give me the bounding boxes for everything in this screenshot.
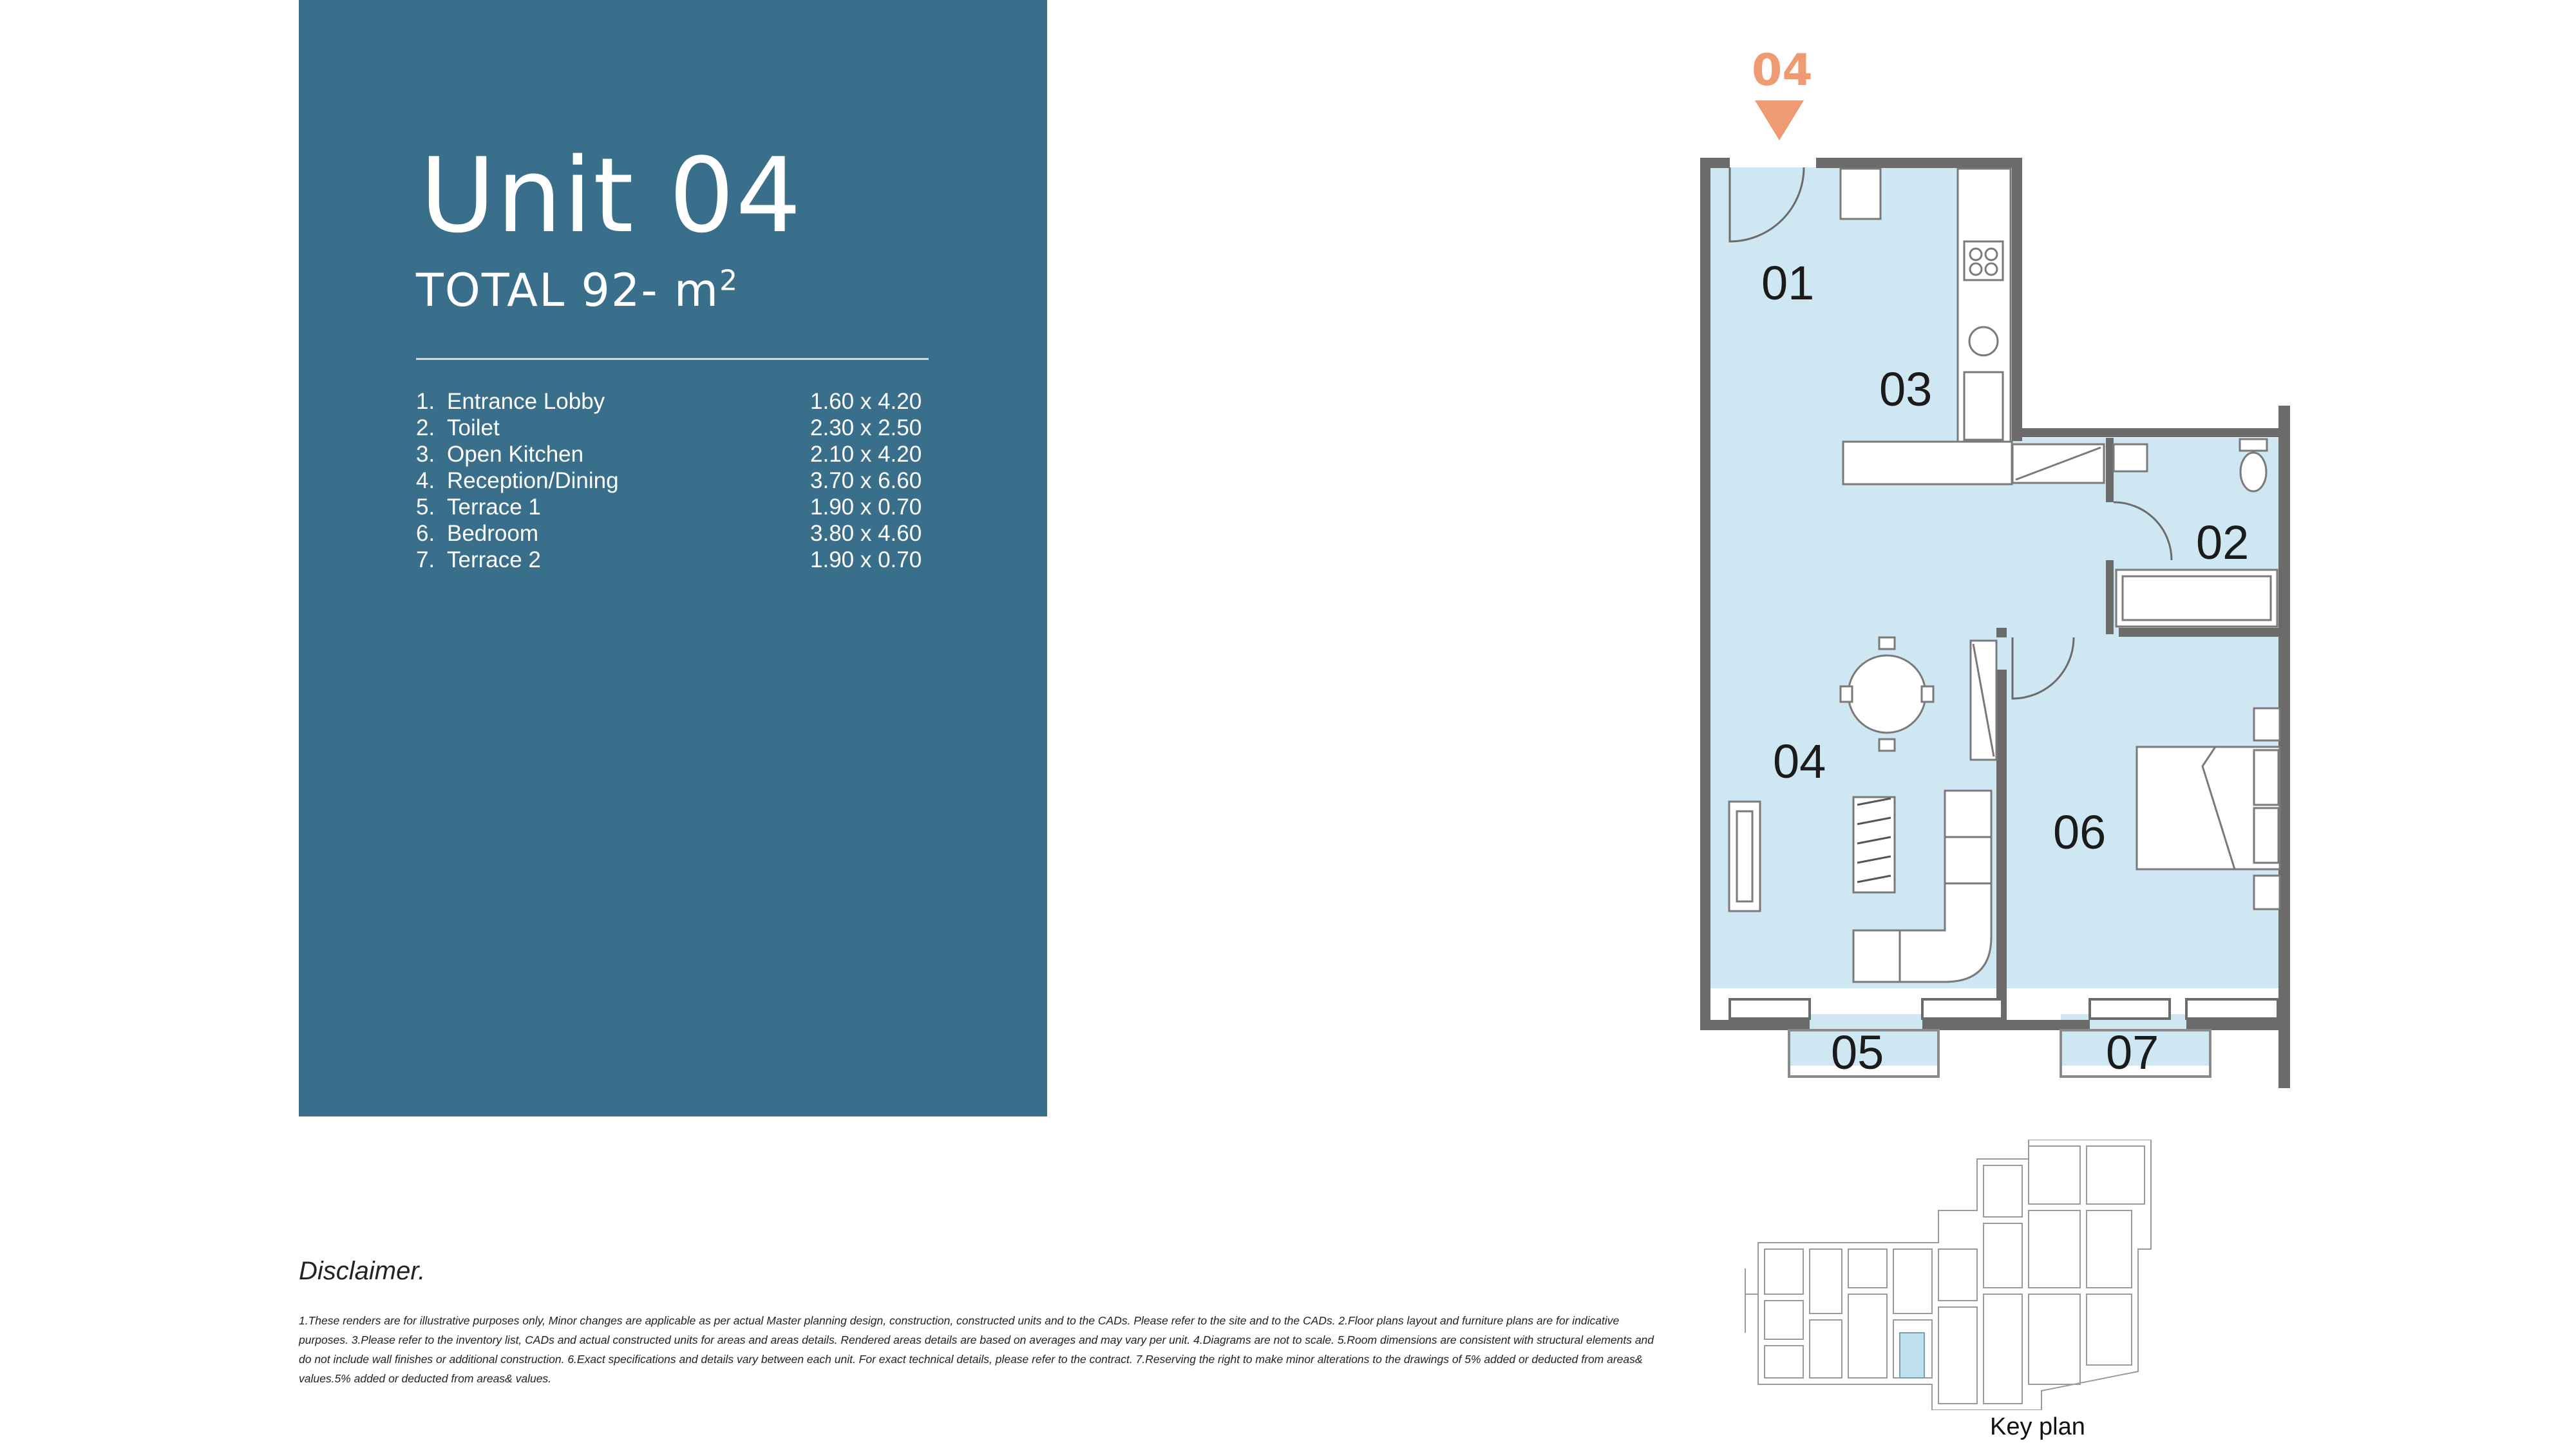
- room-number: 3.: [416, 442, 435, 467]
- room-dimensions: 2.30 x 2.50: [810, 415, 922, 440]
- room-number: 7.: [416, 547, 435, 572]
- room-name: Open Kitchen: [447, 442, 584, 467]
- unit-title: Unit 04: [420, 135, 803, 256]
- room-list-item: [416, 415, 957, 442]
- room-name: Terrace 1: [447, 494, 541, 520]
- room-label-07: 07: [2106, 1026, 2159, 1079]
- room-label-05: 05: [1831, 1026, 1884, 1079]
- total-area-text: TOTAL 92- m: [416, 264, 720, 317]
- room-list-item: [416, 442, 957, 468]
- room-dimensions: 1.60 x 4.20: [810, 389, 922, 414]
- room-dimensions: 3.80 x 4.60: [810, 521, 922, 546]
- room-label-04: 04: [1773, 735, 1826, 788]
- disclaimer-text: 1.These renders are for illustrative purposes only, Minor changes are applicable as per actual Master planning design, construction, constructed units and to the CADs. Please refer to the site and to the CADs. 2.Floor plans layout and furniture plans are for indicative purposes. 3.Please refer to the inventory list, CADs and actual constructed units for areas and areas details. Rendered areas details are based on averages and may vary per unit. 4.Diagrams are not to scale. 5.Room dimensions are consistent with structural elements and do not include wall finishes or additional construction. 6.Exact specifications and details vary between each unit. For exact technical details, please refer to the contract. 7.Reserving the right to make minor alterations to the drawings of 5% added or deducted from areas& values.5% added or deducted from areas& values.: [299, 1314, 1654, 1385]
- room-label-03: 03: [1879, 362, 1933, 416]
- divider: [416, 358, 929, 360]
- room-list-item: [416, 389, 957, 415]
- room-number: 1.: [416, 389, 435, 414]
- room-name: Reception/Dining: [447, 468, 619, 493]
- disclaimer-title: Disclaimer.: [299, 1257, 426, 1285]
- room-name: Toilet: [447, 415, 500, 440]
- room-label-06: 06: [2053, 805, 2107, 859]
- room-number: 5.: [416, 494, 435, 520]
- room-dimensions: 3.70 x 6.60: [810, 468, 922, 493]
- room-list: [416, 389, 957, 574]
- room-dimensions: 1.90 x 0.70: [810, 494, 922, 520]
- room-list-item: [416, 468, 957, 494]
- room-number: 2.: [416, 415, 435, 440]
- key-plan-highlight: [1900, 1333, 1924, 1378]
- key-plan-label: Key plan: [1990, 1413, 2085, 1440]
- room-list-item: [416, 521, 957, 547]
- room-dimensions: 2.10 x 4.20: [810, 442, 922, 467]
- room-list-item: [416, 494, 957, 521]
- room-number: 6.: [416, 521, 435, 546]
- room-dimensions: 1.90 x 0.70: [810, 547, 922, 572]
- room-name: Bedroom: [447, 521, 539, 546]
- room-name: Entrance Lobby: [447, 389, 605, 414]
- room-label-01: 01: [1761, 256, 1815, 310]
- floor-plan: [1674, 142, 2331, 1095]
- unit-marker-arrow-icon: [1755, 100, 1804, 140]
- room-label-02: 02: [2196, 516, 2249, 569]
- room-list-item: [416, 547, 957, 574]
- total-area: [416, 264, 739, 317]
- key-plan: [1739, 1140, 2164, 1410]
- room-number: 4.: [416, 468, 435, 493]
- unit-marker-label: 04: [1752, 45, 1813, 96]
- room-name: Terrace 2: [447, 547, 541, 572]
- total-area-unit-sup: 2: [719, 264, 739, 297]
